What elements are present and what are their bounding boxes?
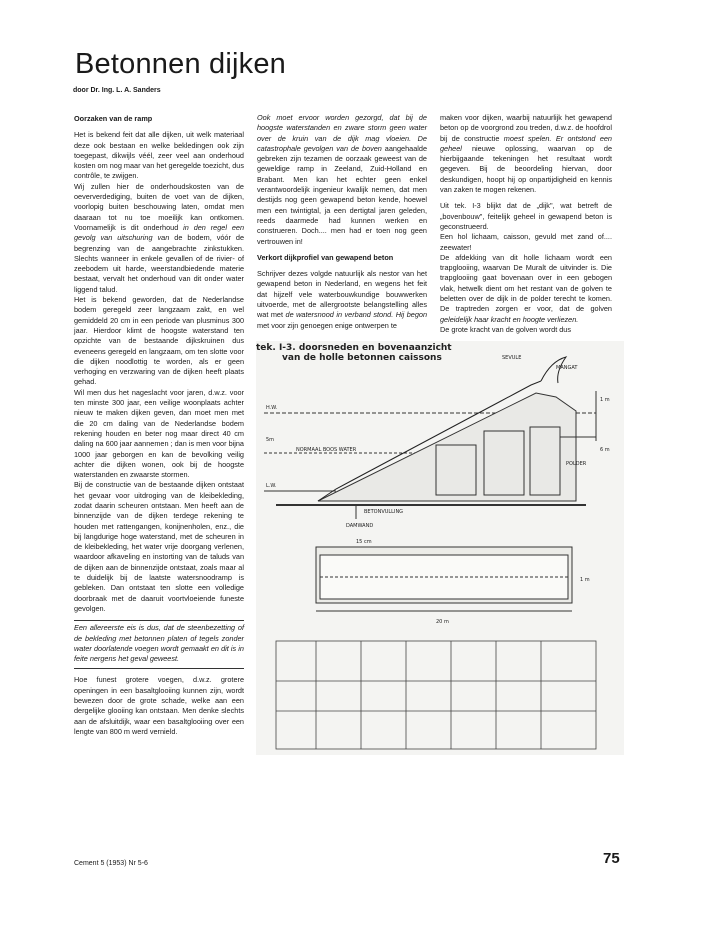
label-damwand: DAMWAND bbox=[346, 523, 374, 529]
label-sevule: SEVULE bbox=[502, 355, 522, 361]
caption-line: van de holle betonnen caissons bbox=[282, 353, 442, 363]
paragraph: Hoe funest grotere voegen, d.w.z. grotere openingen in een basaltglooiing kunnen zijn, wordt bewezen door de grote schade, welke aan een dergelijke glooiing kan ontstaan. Men denke slechts aan de afsluitdijk, waar een basaltglooiing over een lengte van 800 m werd vernield. bbox=[74, 675, 244, 736]
italic-run: de watersnood in verband stond. Hij begon bbox=[285, 310, 428, 320]
text-run: nieuwe oplossing, waarvan op de hierbijgaande tekeningen het resultaat wordt gegeven. Bij de beoordeling hiervan, door deskundigen, hoopt hij op onpartijdigheid en kennis van zaken te mogen rekenen. bbox=[440, 143, 613, 195]
paragraph: Bij de constructie van de bestaande dijken ontstaat het gevaar voor uitdroging van de kleibekleding, zodat daarin scheuren ontstaan. Men heeft aan de binnenzijde van de dijken terdege rekening te houden met rattengangen, konijnenholen, enz., die bij langdurige hoge waterstand, met de scheuren in de kleibekleding, het water vrije doorgang verlenen, waardoor afkaveling en instorting van de taluds van de dijken aan de binnenzijde ontstaat, zoals maar al te duidelijk bij de laatste watersnoodramp is gebleken. Dan ontstaat ten slotte een volledige doorbraak met de daaruit voortvloeiende funeste gevolgen. bbox=[74, 480, 244, 613]
italic-run: moest spelen. Er ontstond een geheel bbox=[440, 133, 612, 153]
label-6m: 6 m bbox=[600, 447, 610, 453]
section-heading-causes: Oorzaken van de ramp bbox=[74, 114, 153, 123]
label-polder: POLDER bbox=[566, 461, 587, 467]
label-mangat: MANGAT bbox=[556, 365, 578, 371]
paragraph: Een hol lichaam, caisson, gevuld met zand of.... zeewater! bbox=[440, 232, 612, 252]
text-run: met voor zijn genoegen enige ontwerpen te bbox=[257, 320, 397, 330]
text-run: Wij zullen hier de onderhoudskosten van de oeververdediging, buiten de voet van de dijken, voorlopig buiten beschouwing laten, omdat men daaraan tot nu toe moeilijk kan ontkomen. Voornamelijk is dit onderhoud bbox=[74, 181, 244, 232]
emphasis-box: Een allereerste eis is dus, dat de steenbezetting of de bekleding met betonnen platen of tegels zonder water doorlatende voegen wordt gemaakt en dit is in feite nergens het geval geweest. bbox=[74, 620, 244, 669]
figure-caption bbox=[256, 343, 452, 363]
paragraph bbox=[257, 269, 427, 331]
text-run: maken voor dijken, waarbij natuurlijk het gewapend beton op de voorgrond zou treden, d.w.z. de hoofdrol bij de constructie bbox=[440, 113, 612, 143]
column-3 bbox=[440, 113, 612, 335]
text-run: Schrijver dezes volgde natuurlijk als nestor van het gewapend beton in Nederland, en wegens het feit dat hijzelf vele waterbouwkundige bouwwerken uitvoerde, met de allergrootste belangstelling alles wat met bbox=[257, 269, 427, 320]
footer-citation: Cement 5 (1953) Nr 5-6 bbox=[74, 860, 148, 867]
italic-run: geleidelijk haar kracht en hoogte verliezen. bbox=[440, 314, 579, 324]
paragraph: Het is bekend geworden, dat de Nederlandse bodem geregeld zeer langzaam zakt, en wel gemiddeld 20 cm in een periode van plusminus 300 jaar. Hierdoor klimt de hoogste waterstand ten opzichte van de bestaande dijkskruinen dus eveneens geregeld en langzaam, om ten slotte voor die dijken noodlottig te worden, als er geen verhoging en verzwaring van de dijken heeft plaats gehad. bbox=[74, 295, 244, 387]
text-run: aangehaalde gebreken zijn tezamen de oorzaak geweest van de geweldige ramp in Zeeland, Zuid-Holland en Brabant. Men kan het echter geen enkel verantwoordelijk ingenieur kwalijk nemen, dat men destijds nog geen gewapend beton kende, hoewel men een twintigtal, ja een dertigtal jaren geleden, reeds daarmede had kunnen werken en construeren. Doch.... men had er toen nog geen vertrouwen in! bbox=[257, 143, 427, 246]
caption-line: tek. I-3. doorsneden en bovenaanzicht bbox=[256, 343, 452, 353]
label-betonvulling: BETONVULLING bbox=[364, 509, 404, 515]
paragraph bbox=[440, 253, 612, 325]
paragraph: Het is bekend feit dat alle dijken, uit welk materiaal deze ook bestaan en welke bekledingen ook zijn toegepast, dikwijls véél, zeer veel aan onderhoud kosten om nog maar van het geregelde toezicht, dus contrôle, te zwijgen. bbox=[74, 130, 244, 181]
paragraph: Wil men dus het nageslacht voor jaren, d.w.z. voor ten minste 300 jaar, een veilige woonplaats achter nieuw te maken dijken geven, dan moet men met die 20 cm daling van de Nederlandse bodem rekening houden en beter nog maar direct 40 cm daling na 600 jaar aannemen ; dan is men voor bijna 1000 jaar geborgen en kan de bevolking veilig achter die dijken wonen, ook bij de hoogste waterstanden en zwaarste stormen. bbox=[74, 387, 244, 480]
label-5m: 5m bbox=[266, 437, 275, 443]
article-title: Betonnen dijken bbox=[75, 48, 286, 80]
label-lw: L.W. bbox=[266, 483, 277, 489]
plan-view bbox=[316, 547, 572, 611]
article-author: door Dr. Ing. L. A. Sanders bbox=[73, 87, 161, 94]
column-1 bbox=[74, 114, 244, 737]
paragraph: De grote kracht van de golven wordt dus bbox=[440, 324, 572, 334]
paragraph bbox=[440, 113, 612, 195]
label-normaal: NORMAAL BOOS WATER bbox=[296, 447, 357, 453]
page-number: 75 bbox=[603, 850, 620, 867]
italic-run: Ook moet ervoor worden gezorgd, dat bij de hoogste waterstanden en zware storm geen water over de kruin van de dijk mag vloeien. De catastrophale gevolgen van de boven bbox=[257, 113, 427, 153]
technical-drawing bbox=[256, 341, 624, 755]
italic-run: in den regel een gevolg van uitschuring van bbox=[74, 222, 245, 243]
label-1m-a: 1 m bbox=[600, 397, 610, 403]
label-1m-b: 1 m bbox=[580, 577, 590, 583]
column-2 bbox=[257, 113, 427, 331]
label-20m: 20 m bbox=[436, 619, 449, 625]
paragraph: Uit tek. I-3 blijkt dat de „dijk", wat betreft de „bovenbouw", feitelijk geheel in gewapend beton is geconstrueerd. bbox=[440, 201, 612, 231]
text-run: De afdekking van dit holle lichaam wordt een trapglooiing, waarvan De Muralt de uitvinder is. Die trapglooiing gaat bovenaan over in een gebogen vlak, hetwelk dient om het restant van de golven te beletten over de dijk in de polder terecht te komen. De traptreden zorgen er voor, dat de golven bbox=[440, 252, 612, 314]
label-15cm: 15 cm bbox=[356, 539, 372, 545]
paragraph bbox=[257, 113, 427, 247]
label-hw: H.W. bbox=[266, 405, 278, 411]
paragraph bbox=[74, 182, 244, 295]
section-heading-profile: Verkort dijkprofiel van gewapend beton bbox=[257, 252, 394, 262]
text-run: de bodem, vóór de begrenzing van de aangebrachte zinkstukken. Slechts wanneer in enkele gevallen of de rivier- of zeebodem uit harde, weerstandbiedende materie bestaat, vervalt het onderhoud van dit onder water liggend talud. bbox=[74, 233, 245, 294]
